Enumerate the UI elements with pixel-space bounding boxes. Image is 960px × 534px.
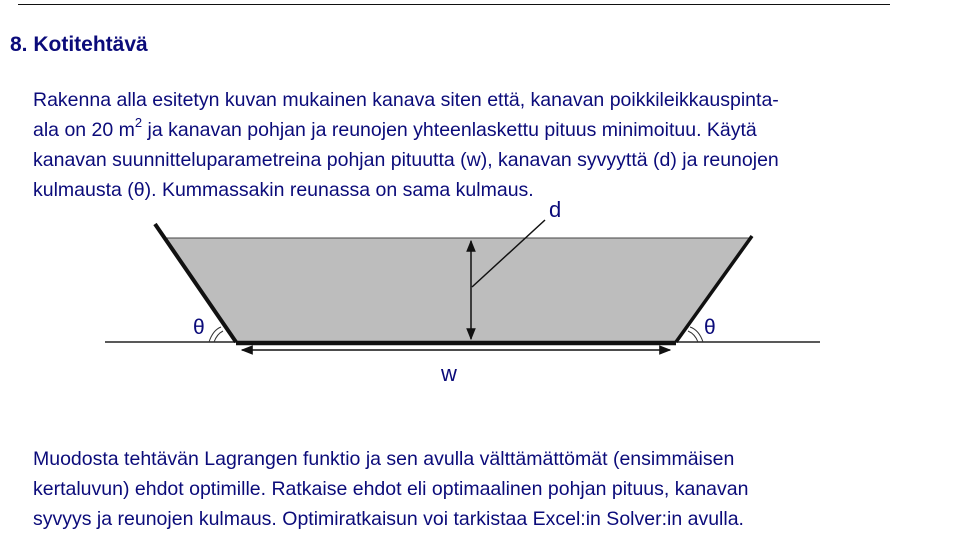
task-line-2: kertaluvun) ehdot optimille. Ratkaise ehdot eli optimaalinen pohjan pituus, kanavan	[33, 478, 749, 500]
exercise-heading: 8. Kotitehtävä	[10, 33, 148, 56]
angle-arc-left-inner	[214, 331, 223, 342]
intro-line-1: Rakenna alla esitetyn kuvan mukainen kanava siten että, kanavan poikkileikkauspinta-	[33, 89, 779, 111]
square-superscript: 2	[134, 114, 143, 130]
intro-line-3: kanavan suunnitteluparametreina pohjan pituutta (w), kanavan syvyyttä (d) ja reunojen	[33, 149, 779, 171]
label-d: d	[549, 197, 562, 222]
angle-arc-right-inner	[688, 331, 698, 342]
task-paragraph	[33, 444, 958, 534]
water-area	[163, 238, 752, 342]
label-theta-right: θ	[704, 316, 716, 339]
intro-line-2-a: ala on 20 m	[33, 119, 135, 141]
task-line-3: syvyys ja reunojen kulmaus. Optimiratkaisun voi tarkistaa Excel:in Solver:in avulla.	[33, 508, 744, 530]
intro-line-2-b: ja kanavan pohjan ja reunojen yhteenlaskettu pituus minimoituu. Käytä	[142, 119, 757, 141]
intro-line-4: kulmausta (θ). Kummassakin reunassa on sama kulmaus.	[33, 179, 534, 201]
task-line-1: Muodosta tehtävän Lagrangen funktio ja sen avulla välttämättömät (ensimmäisen	[33, 448, 735, 470]
label-w: w	[441, 361, 457, 386]
label-theta-left: θ	[193, 316, 205, 339]
